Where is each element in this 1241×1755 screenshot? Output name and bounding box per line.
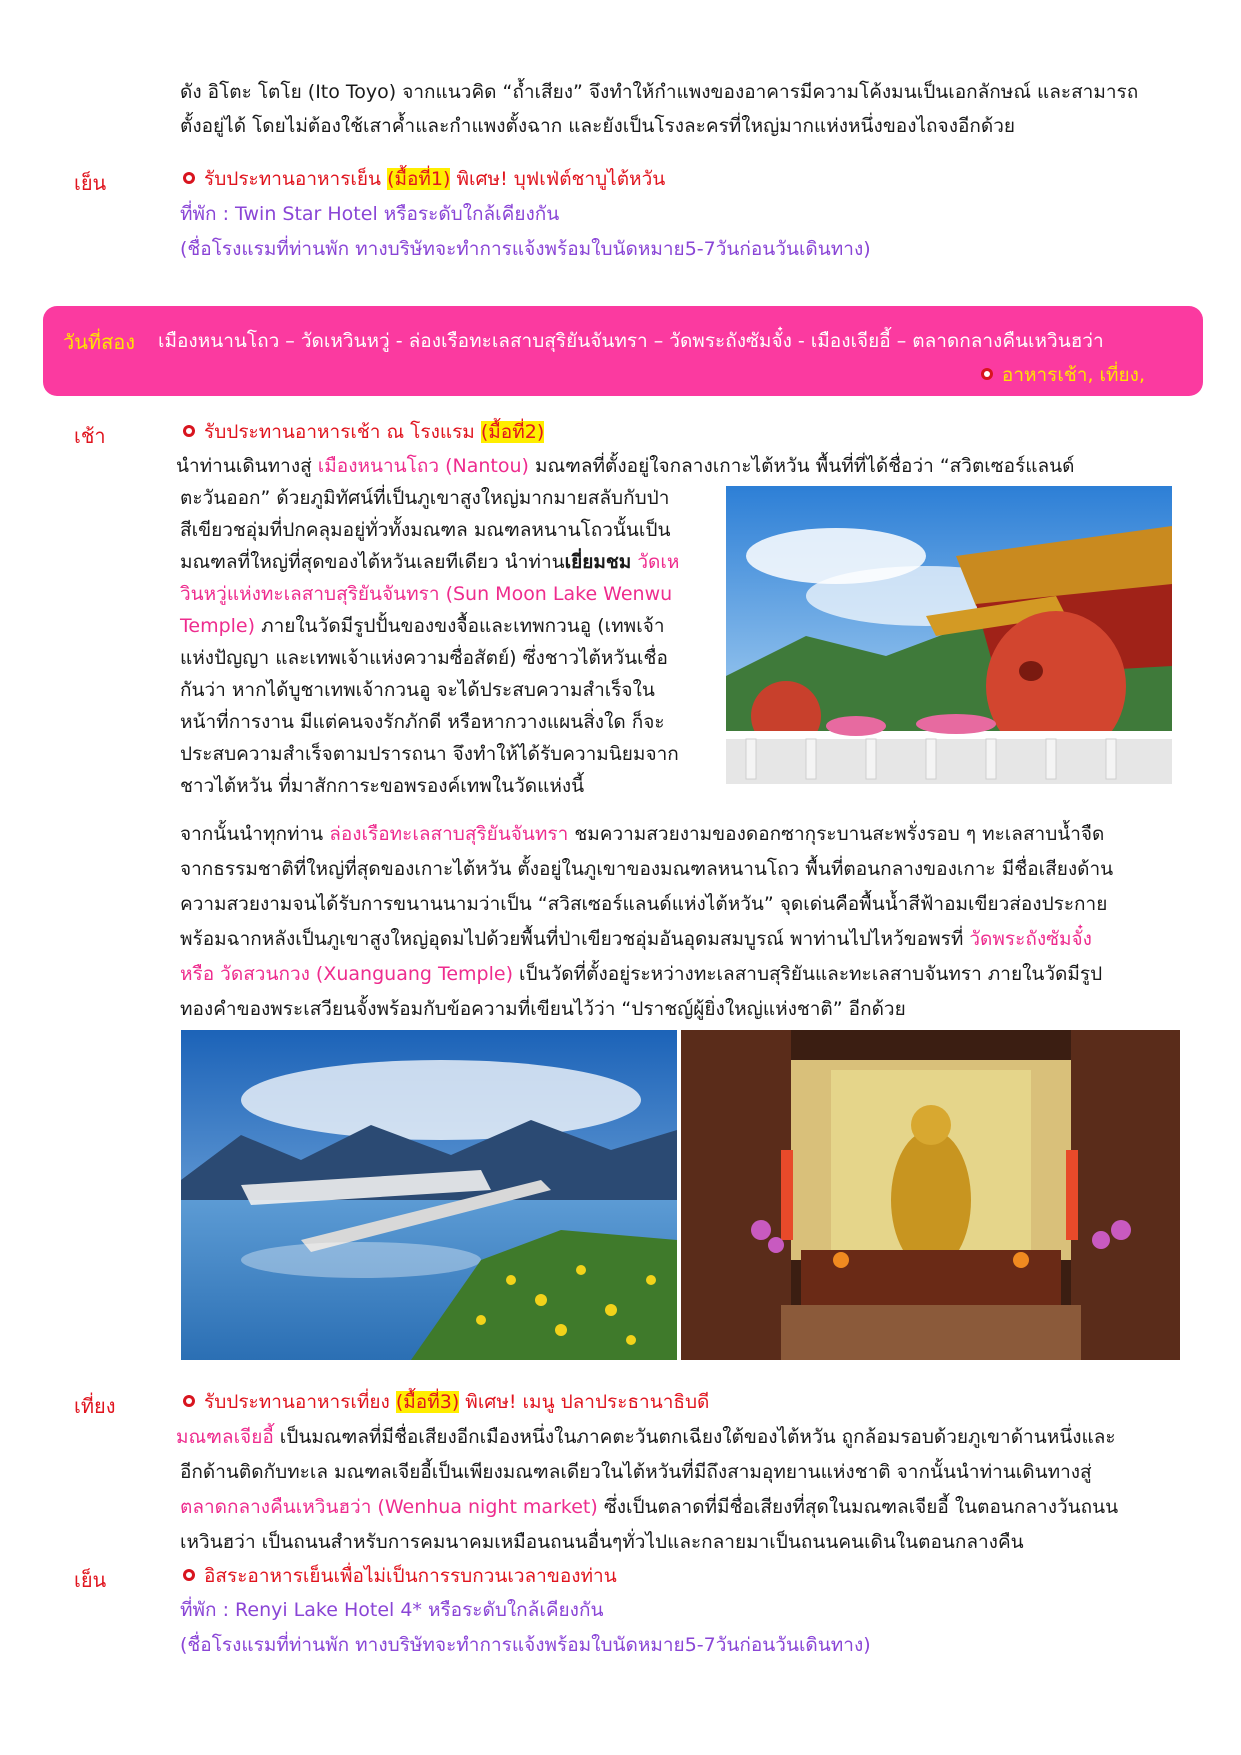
text: มณฑลที่ตั้งอยู่ใจกลางเกาะไต้หวัน พื้นที่ที่ได้ชื่อว่า “สวิตเซอร์แลนด์: [528, 455, 1075, 477]
lunch-meal-special: พิเศษ! เมนู ปลาประธานาธิบดี: [459, 1391, 710, 1413]
paragraph-line: [176, 454, 1075, 478]
wrap-line-1: ตะวันออก” ด้วยภูมิทัศน์ที่เป็นภูเขาสูงใหญ่มากมายสลับกับป่า: [180, 487, 670, 509]
intro-line-1: ดัง อิโตะ โตโย (Ito Toyo) จากแนวคิด “ถ้ำเสียง” จึงทำให้กำแพงของอาคารมีความโค้งมนเป็นเอกลักษณ์ และสามารถ: [180, 81, 1139, 103]
place-name: ตลาดกลางคืนเหวินฮว่า (Wenhua night market): [180, 1496, 598, 1518]
xuanguang-temple-photo: [681, 1030, 1180, 1360]
text: พร้อมฉากหลังเป็นภูเขาสูงใหญ่อุดมไปด้วยพื้นที่ป่าเขียวชอุ่มอันอุดมสมบูรณ์ พาท่านไปไหว้ขอพรที่: [180, 928, 970, 950]
paragraph-line: ทองคำของพระเสวียนจั้งพร้อมกับข้อความที่เขียนไว้ว่า “ปราชญ์ผู้ยิ่งใหญ่แห่งชาติ” อีกด้วย: [180, 998, 906, 1020]
visit-word: เยี่ยมชม: [564, 551, 632, 573]
wrap-line-5: [180, 614, 665, 638]
paragraph-line: [180, 927, 1092, 951]
paragraph-line: [180, 1495, 1118, 1519]
text: ชมความสวยงามของดอกซากุระบานสะพรั่งรอบ ๆ ทะเลสาบน้ำจืด: [568, 823, 1105, 845]
meal-number-badge: (มื้อที่3): [395, 1391, 460, 1413]
meal-number-badge: (มื้อที่2): [480, 421, 545, 443]
hotel-line: ที่พัก : Renyi Lake Hotel 4* หรือระดับใกล้เคียงกัน: [180, 1599, 604, 1621]
paragraph-line: เหวินฮว่า เป็นถนนสำหรับการคมนาคมเหมือนถนนอื่นๆทั่วไปและกลายมาเป็นถนนคนเดินในตอนกลางคืน: [180, 1531, 1024, 1553]
dinner-meal-text: รับประทานอาหารเย็น: [204, 168, 382, 190]
day-meals: [978, 360, 1145, 390]
place-name: เมืองหนานโถว (Nantou): [317, 455, 529, 477]
text: นำท่านเดินทางสู่: [176, 455, 318, 477]
place-name: วัดเห: [631, 551, 680, 573]
intro-line-2: ตั้งอยู่ได้ โดยไม่ต้องใช้เสาค้ำและกำแพงตั้งฉาก และยังเป็นโรงละครที่ใหญ่มากแห่งหนึ่งของไถจงอีกด้วย: [180, 115, 1016, 137]
dish-icon: [180, 169, 198, 187]
lunch-label: เที่ยง: [74, 1394, 116, 1418]
day-label: วันที่สอง: [63, 330, 136, 354]
wrap-line-6: แห่งปัญญา และเทพเจ้าแห่งความซื่อสัตย์) ซึ่งชาวไต้หวันเชื่อ: [180, 647, 668, 669]
lunch-meal-text: รับประทานอาหารเที่ยง: [204, 1391, 396, 1413]
dish-icon: [978, 365, 996, 383]
place-name: Temple): [180, 615, 256, 637]
dinner-meal-special: พิเศษ! บุฟเฟ่ต์ชาบูไต้หวัน: [450, 168, 666, 190]
dinner-meal-text: อิสระอาหารเย็นเพื่อไม่เป็นการรบกวนเวลาของท่าน: [204, 1565, 617, 1587]
paragraph-line: จากธรรมชาติที่ใหญ่ที่สุดของเกาะไต้หวัน ตั้งอยู่ในภูเขาของมณฑลหนานโถว พื้นที่ตอนกลางของเกาะ มีชื่อเสียงด้าน: [180, 858, 1114, 880]
paragraph-line: อีกด้านติดกับทะเล มณฑลเจียอี้เป็นเพียงมณฑลเดียวในไต้หวันที่มีถึงสามอุทยานแห่งชาติ จากนั้นนำท่านเดินทางสู่: [180, 1461, 1092, 1483]
place-name: วัดพระถังซัมจั๋ง: [969, 928, 1092, 950]
lunch-meal-line: [180, 1390, 709, 1414]
text: จากนั้นนำทุกท่าน: [180, 823, 330, 845]
hotel-note: (ชื่อโรงแรมที่ท่านพัก ทางบริษัทจะทำการแจ้งพร้อมใบนัดหมาย5-7วันก่อนวันเดินทาง): [180, 1634, 871, 1656]
breakfast-meal-line: [180, 420, 544, 444]
wrap-line-9: ประสบความสำเร็จตามปรารถนา จึงทำให้ได้รับความนิยมจาก: [180, 743, 679, 765]
dish-icon: [180, 1392, 198, 1410]
dish-icon: [180, 1566, 198, 1584]
sun-moon-lake-photo: [181, 1030, 677, 1360]
place-name: มณฑลเจียอี้: [176, 1426, 274, 1448]
wrap-line-7: กันว่า หากได้บูชาเทพเจ้ากวนอู จะได้ประสบความสำเร็จใน: [180, 679, 655, 701]
wenwu-temple-photo: [726, 486, 1172, 784]
paragraph-line: [180, 822, 1104, 846]
paragraph-line: ความสวยงามจนได้รับการขนานนามว่าเป็น “สวิสเซอร์แลนด์แห่งไต้หวัน” จุดเด่นคือพื้นน้ำสีฟ้าอมเขียวส่องประกาย: [180, 893, 1108, 915]
text: ภายในวัดมีรูปปั้นของขงจื้อและเทพกวนอู (เทพเจ้า: [255, 615, 665, 637]
wrap-line-2: สีเขียวชอุ่มที่ปกคลุมอยู่ทั่วทั้งมณฑล มณฑลหนานโถวนั้นเป็น: [180, 519, 671, 541]
dinner-label: เย็น: [74, 1568, 107, 1592]
text: เป็นมณฑลที่มีชื่อเสียงอีกเมืองหนึ่งในภาคตะวันตกเฉียงใต้ของไต้หวัน ถูกล้อมรอบด้วยภูเขาด้านหนึ่งและ: [273, 1426, 1116, 1448]
place-name: หรือ วัดสวนกวง (Xuanguang Temple): [180, 963, 513, 985]
day-banner: [43, 306, 1203, 396]
meal-number-badge: (มื้อที่1): [387, 168, 451, 190]
dinner-meal-line: [180, 167, 665, 191]
text: เป็นวัดที่ตั้งอยู่ระหว่างทะเลสาบสุริยันและทะเลสาบจันทรา ภายในวัดมีรูป: [513, 963, 1103, 985]
paragraph-line: [176, 1425, 1116, 1449]
day-route: เมืองหนานโถว – วัดเหวินหวู่ - ล่องเรือทะเลสาบสุริยันจันทรา – วัดพระถังซัมจั๋ง - เมืองเจียอี้ – ตลาดกลางคืนเหวินฮว่า: [158, 330, 1104, 352]
text: มณฑลที่ใหญ่ที่สุดของไต้หวันเลยทีเดียว นำท่าน: [180, 551, 565, 573]
dinner-meal-line: [180, 1564, 617, 1588]
place-name: ล่องเรือทะเลสาบสุริยันจันทรา: [329, 823, 569, 845]
wrap-line-4: วินหวู่แห่งทะเลสาบสุริยันจันทรา (Sun Moon Lake Wenwu: [180, 583, 673, 605]
dinner-label: เย็น: [74, 171, 107, 195]
breakfast-label: เช้า: [74, 424, 106, 448]
hotel-line: ที่พัก : Twin Star Hotel หรือระดับใกล้เคียงกัน: [180, 203, 560, 225]
wrap-line-3: [180, 550, 679, 574]
text: ซึ่งเป็นตลาดที่มีชื่อเสียงที่สุดในมณฑลเจียอี้ ในตอนกลางวันถนน: [597, 1496, 1119, 1518]
breakfast-meal-text: รับประทานอาหารเช้า ณ โรงแรม: [204, 421, 481, 443]
day-meals-text: อาหารเช้า, เที่ยง,: [1001, 364, 1145, 386]
paragraph-line: [180, 962, 1102, 986]
hotel-note: (ชื่อโรงแรมที่ท่านพัก ทางบริษัทจะทำการแจ้งพร้อมใบนัดหมาย5-7วันก่อนวันเดินทาง): [180, 238, 871, 260]
wrap-line-8: หน้าที่การงาน มีแต่คนจงรักภักดี หรือหากวางแผนสิ่งใด ก็จะ: [180, 711, 665, 733]
dish-icon: [180, 422, 198, 440]
wrap-line-10: ชาวไต้หวัน ที่มาสักการะขอพรองค์เทพในวัดแห่งนี้: [180, 775, 585, 797]
